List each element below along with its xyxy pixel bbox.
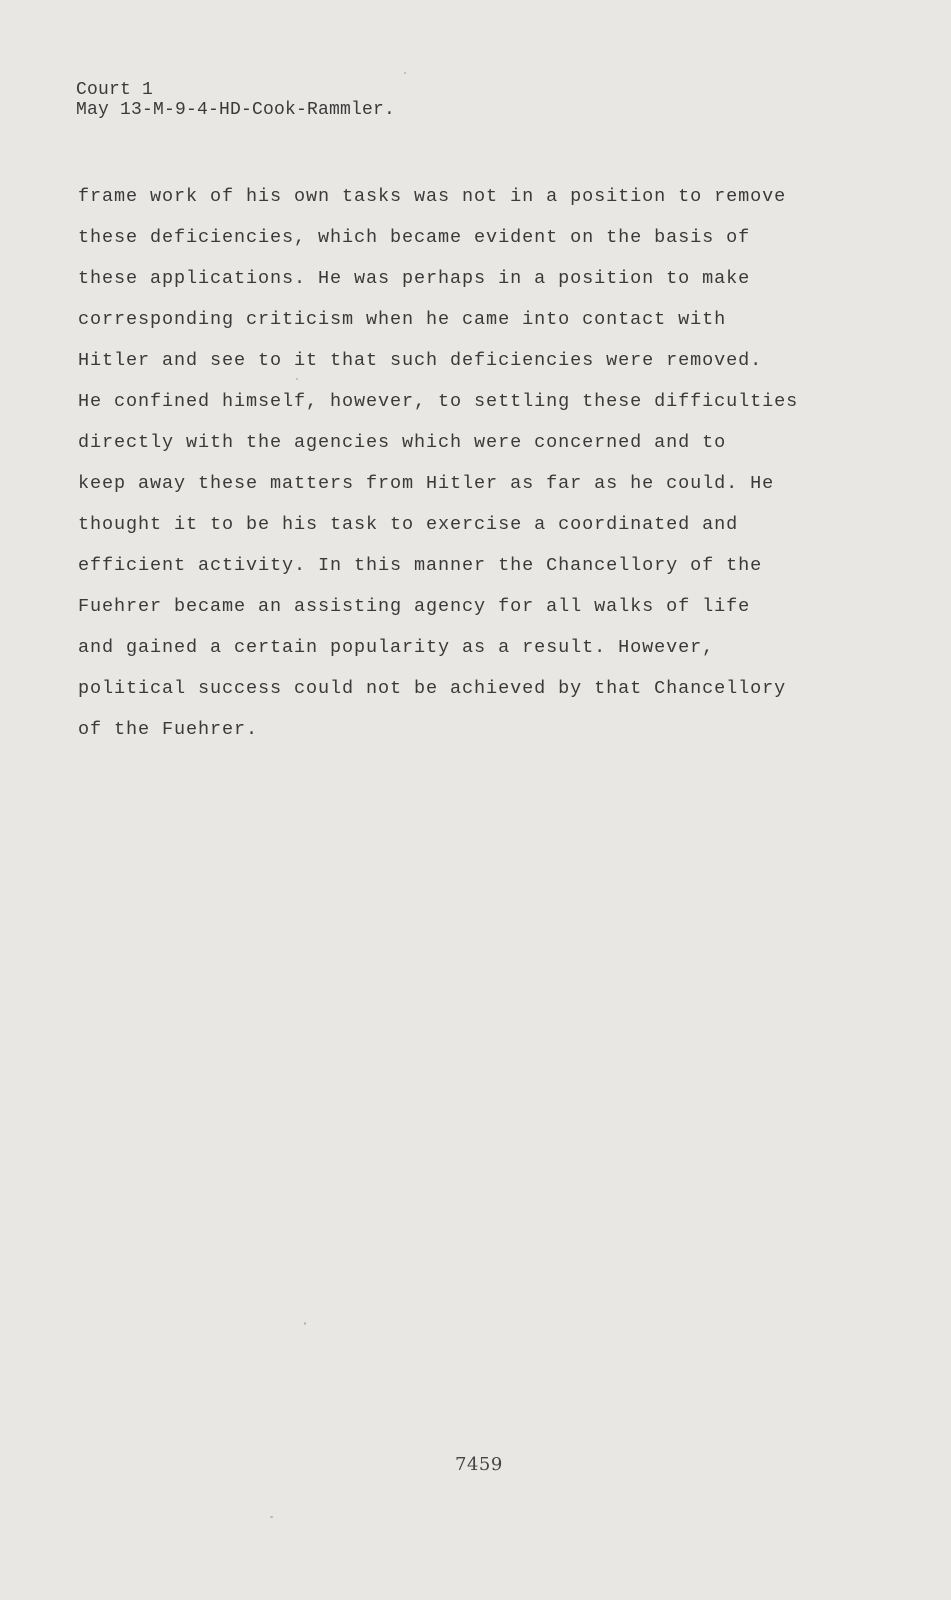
text-line: thought it to be his task to exercise a coordinated and <box>78 514 739 535</box>
document-header <box>76 80 395 120</box>
text-line: efficient activity. In this manner the Chancellory of the <box>78 555 763 576</box>
paper-speck <box>304 1322 306 1325</box>
paper-speck <box>270 1516 273 1518</box>
text-line: Fuehrer became an assisting agency for all walks of life <box>78 596 751 617</box>
header-session: May 13-M-9-4-HD-Cook-Rammler. <box>76 100 396 120</box>
header-court: Court 1 <box>76 80 154 100</box>
text-line: keep away these matters from Hitler as far as he could. He <box>78 473 775 494</box>
paper-speck <box>404 72 406 74</box>
text-line: these applications. He was perhaps in a position to make <box>78 268 751 289</box>
text-line: these deficiencies, which became evident on the basis of <box>78 227 751 248</box>
text-line: Hitler and see to it that such deficiencies were removed. <box>78 350 763 371</box>
text-line: political success could not be achieved by that Chancellory <box>78 678 787 699</box>
paper-speck <box>296 378 298 380</box>
text-line: frame work of his own tasks was not in a position to remove <box>78 186 787 207</box>
text-line: corresponding criticism when he came into contact with <box>78 309 727 330</box>
text-line: directly with the agencies which were concerned and to <box>78 432 727 453</box>
text-line: He confined himself, however, to settling these difficulties <box>78 391 799 412</box>
text-line: and gained a certain popularity as a result. However, <box>78 637 715 658</box>
page-number: 7459 <box>455 1454 503 1475</box>
transcript-body <box>78 176 928 750</box>
text-line: of the Fuehrer. <box>78 719 259 740</box>
